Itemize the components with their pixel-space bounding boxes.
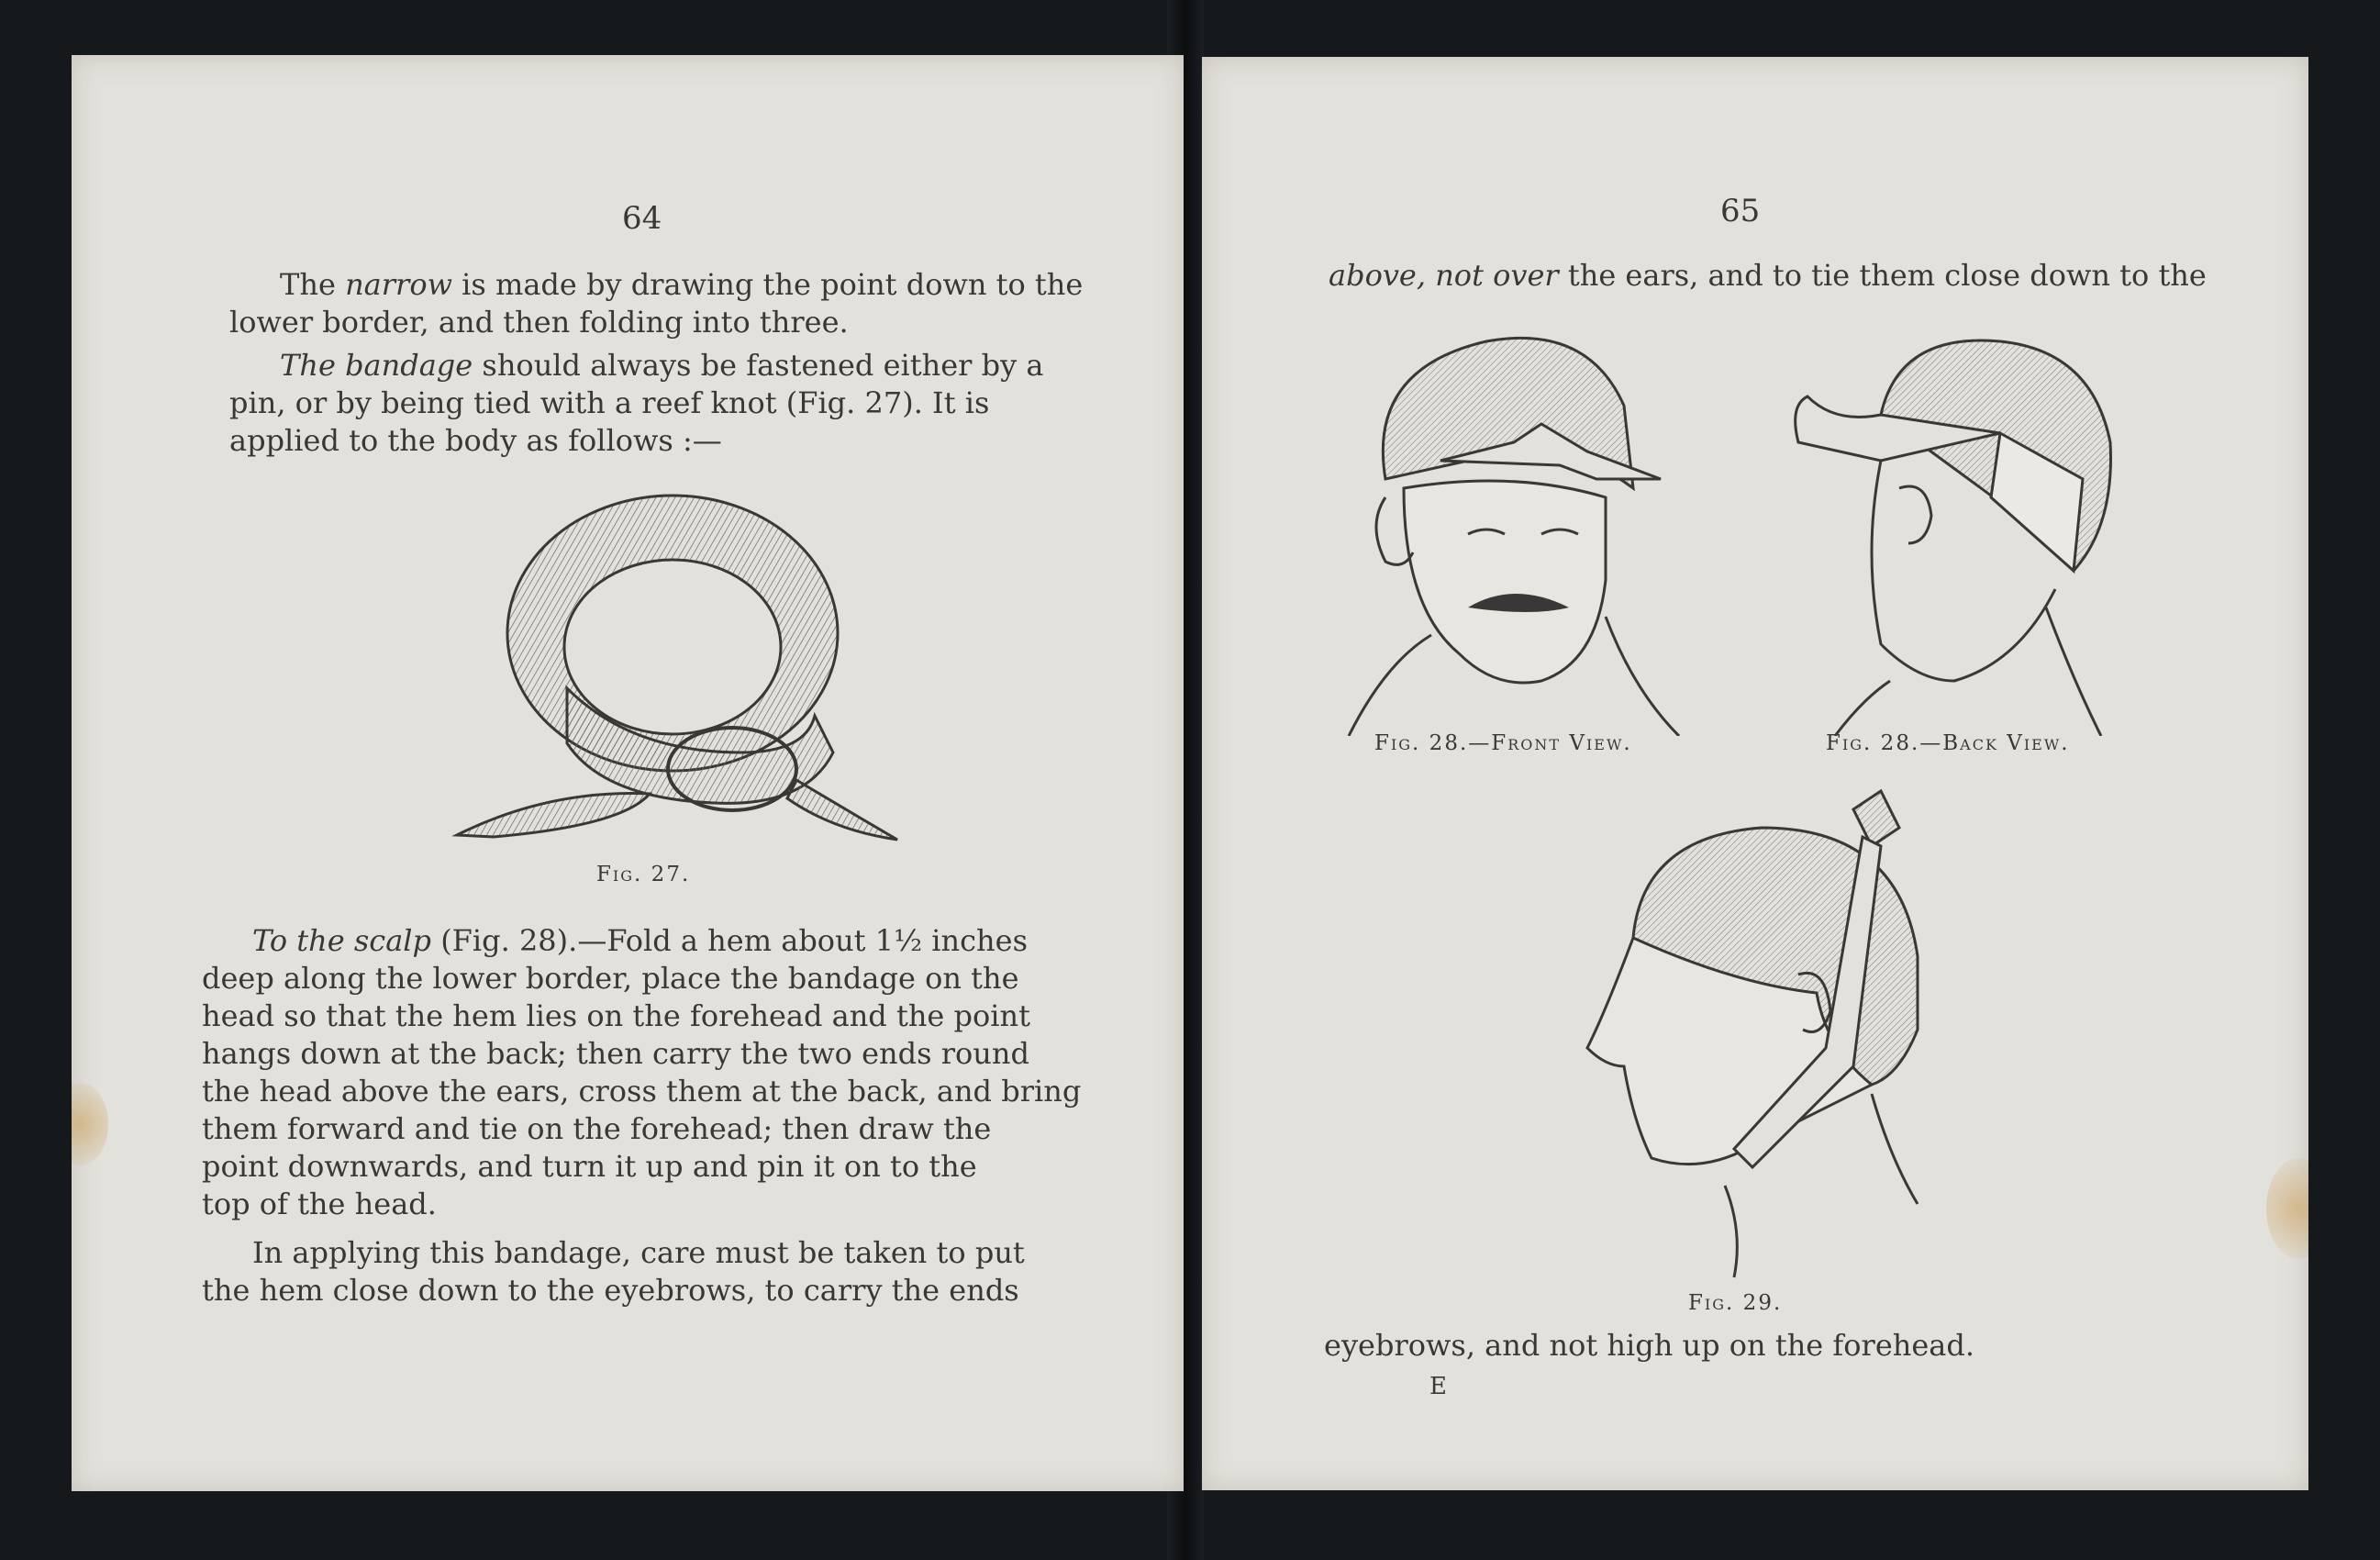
figure-caption-back: Fig. 28.—Back View. <box>1826 731 2070 755</box>
head-side-view-illustration <box>1551 773 1945 1287</box>
page-stain <box>2266 1158 2308 1259</box>
text-line: In applying this bandage, care must be taken to put <box>252 1235 1025 1270</box>
text-line: head so that the hem lies on the forehead and the point <box>202 998 1030 1033</box>
head-back-view-illustration <box>1780 314 2129 736</box>
page-number: 65 <box>1720 193 1761 229</box>
figure-caption-front: Fig. 28.—Front View. <box>1374 731 1632 755</box>
text-line: deep along the lower border, place the bandage on the <box>202 961 1019 996</box>
head-front-view-illustration <box>1330 305 1716 736</box>
text-line: hangs down at the back; then carry the two ends round <box>202 1036 1029 1071</box>
text-line: To the scalp (Fig. 28).—Fold a hem about 1½ inches <box>252 923 1028 958</box>
right-page <box>1202 57 2308 1490</box>
page-number: 64 <box>622 200 662 237</box>
figure-caption: Fig. 27. <box>596 863 691 886</box>
paragraph-scalp <box>202 922 1118 1223</box>
text-line: The bandage should always be fastened either by a <box>280 348 1044 383</box>
left-page <box>72 55 1184 1491</box>
text-line: pin, or by being tied with a reef knot (Fig. 27). It is <box>229 385 990 420</box>
text-line: the head above the ears, cross them at the back, and bring <box>202 1074 1082 1109</box>
closing-line <box>1324 1327 2058 1365</box>
continuation-line <box>1329 257 2292 295</box>
text-line: The narrow is made by drawing the point down to the <box>280 267 1084 302</box>
text-line: lower border, and then folding into three. <box>229 305 849 340</box>
text-line: them forward and tie on the forehead; then draw the <box>202 1111 992 1146</box>
paragraph-narrow <box>229 266 1133 341</box>
text-line: applied to the body as follows :— <box>229 423 722 458</box>
text-line: top of the head. <box>202 1187 437 1221</box>
paragraph-applying <box>202 1234 1118 1309</box>
signature-mark: E <box>1429 1373 1447 1400</box>
figure-caption-fig29: Fig. 29. <box>1688 1291 1783 1315</box>
page-stain <box>72 1083 108 1165</box>
text-line: eyebrows, and not high up on the forehead. <box>1324 1328 1975 1363</box>
text-line: the hem close down to the eyebrows, to carry the ends <box>202 1273 1019 1308</box>
reef-knot-illustration <box>439 477 916 863</box>
paragraph-bandage <box>229 347 1133 460</box>
text-line: point downwards, and turn it up and pin it on to the <box>202 1149 977 1184</box>
text-line: above, not over the ears, and to tie them close down to the <box>1329 258 2207 293</box>
